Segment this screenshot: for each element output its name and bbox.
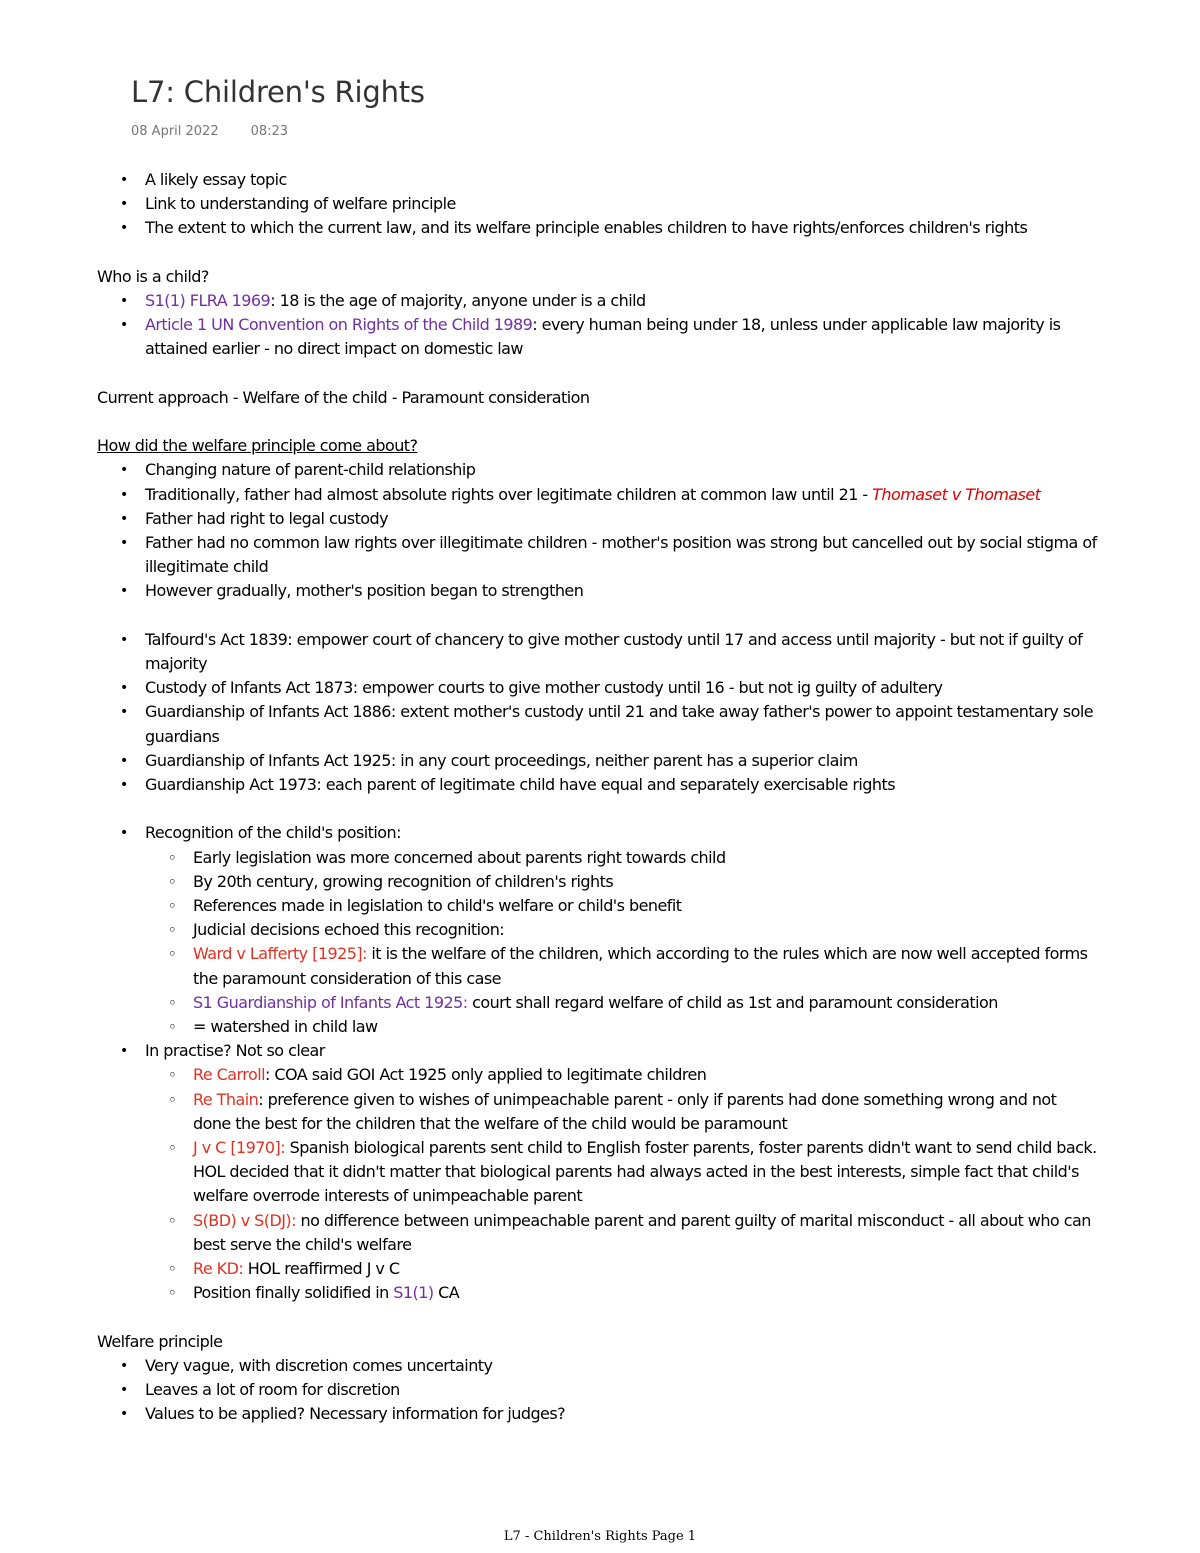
current-approach: Current approach - Welfare of the child - Paramount consideration — [97, 387, 590, 407]
list-item: ◦ S(BD) v S(DJ): no difference between unimpeachable parent and parent guilty of marital misconduct - all about who can best serve the child's welfare — [145, 1209, 1097, 1257]
list-item: ◦ Re Thain: preference given to wishes of unimpeachable parent - only if parents had done something wrong and not done the best for the children that the welfare of the child would be paramount — [145, 1088, 1097, 1136]
case-ref: S(BD) v S(DJ): — [193, 1210, 296, 1230]
list-item: • Father had no common law rights over illegitimate children - mother's position was strong but cancelled out by social stigma of illegitimate child — [97, 531, 1097, 579]
case-ref: Re KD: — [193, 1259, 244, 1279]
list-item: ◦ References made in legislation to child's welfare or child's benefit — [145, 894, 1097, 918]
note-content — [97, 168, 1097, 1426]
list-item: ◦ Judicial decisions echoed this recognition: — [145, 918, 1097, 942]
list-item: • Traditionally, father had almost absolute rights over legitimate children at common law until 21 - Thomaset v Thomaset — [97, 483, 1097, 507]
list-item: • Guardianship of Infants Act 1886: extent mother's custody until 21 and take away father's power to appoint testamentary sole guardians — [97, 700, 1097, 748]
case-ref: J v C [1970]: — [193, 1138, 286, 1158]
history-list — [97, 458, 1097, 603]
list-item: ◦ Re KD: HOL reaffirmed J v C — [145, 1257, 1097, 1281]
statute-ref: S1(1) — [393, 1283, 434, 1303]
list-item: • The extent to which the current law, and its welfare principle enables children to have rights/enforces children's rights — [97, 216, 1097, 240]
page-title: L7: Children's Rights — [131, 75, 425, 109]
statute-ref: S1(1) FLRA 1969 — [145, 291, 271, 310]
list-item: ◦ = watershed in child law — [145, 1015, 1097, 1039]
list-item: • Custody of Infants Act 1873: empower courts to give mother custody until 16 - but not ig guilty of adultery — [97, 676, 1097, 700]
welfare-list — [97, 1354, 1097, 1427]
list-item: • Talfourd's Act 1839: empower court of chancery to give mother custody until 17 and access until majority - but not if guilty of majority — [97, 628, 1097, 676]
list-item: • However gradually, mother's position began to strengthen — [97, 579, 1097, 603]
case-ref: Thomaset v Thomaset — [872, 484, 1041, 504]
list-item: • Recognition of the child's position: ◦ Early legislation was more concerned about parents right towards child ◦ By 20th century, growing recognition of children's rights ◦ References made in legislation to child's welfare or child's benefit ◦ Judicial decisions echoed this recognition: ◦ Ward v Lafferty [1925]: it is the welfare of the children, which according to the rules which are now well accepted forms the paramount consideration of this case ◦ S1 Guardianship of Infants Act 1925: court shall regard welfare of child as 1st and paramount consideration ◦ = watershed in child law — [97, 821, 1097, 1039]
list-item: • Values to be applied? Necessary information for judges? — [97, 1402, 1097, 1426]
list-item: ◦ Position finally solidified in S1(1) CA — [145, 1281, 1097, 1305]
sub-list — [145, 846, 1097, 1040]
history-heading: How did the welfare principle come about? — [97, 436, 418, 456]
who-child-heading: Who is a child? — [97, 266, 209, 286]
page-time: 08:23 — [250, 124, 289, 139]
who-child-list — [97, 289, 1097, 362]
list-item: • Guardianship of Infants Act 1925: in any court proceedings, neither parent has a superior claim — [97, 749, 1097, 773]
list-item: ◦ S1 Guardianship of Infants Act 1925: court shall regard welfare of child as 1st and paramount consideration — [145, 991, 1097, 1015]
case-ref: Ward v Lafferty [1925]: — [193, 944, 367, 964]
page-footer: L7 - Children's Rights Page 1 — [503, 1529, 697, 1544]
list-item: • Article 1 UN Convention on Rights of the Child 1989: every human being under 18, unless under applicable law majority is attained earlier - no direct impact on domestic law — [97, 313, 1097, 361]
recognition-list — [97, 821, 1097, 1305]
list-item: • Very vague, with discretion comes uncertainty — [97, 1354, 1097, 1378]
statute-ref: S1 Guardianship of Infants Act 1925: — [193, 992, 468, 1012]
sub-list — [145, 1063, 1097, 1305]
list-item: • Father had right to legal custody — [97, 507, 1097, 531]
list-item: ◦ Ward v Lafferty [1925]: it is the welfare of the children, which according to the rules which are now well accepted forms the paramount consideration of this case — [145, 942, 1097, 990]
case-ref: Re Carroll — [193, 1065, 266, 1085]
list-item: ◦ By 20th century, growing recognition of children's rights — [145, 870, 1097, 894]
list-item: • A likely essay topic — [97, 168, 1097, 192]
case-ref: Re Thain — [193, 1089, 259, 1109]
list-item: • Changing nature of parent-child relationship — [97, 458, 1097, 482]
list-item: • Leaves a lot of room for discretion — [97, 1378, 1097, 1402]
list-item: ◦ Early legislation was more concerned about parents right towards child — [145, 846, 1097, 870]
list-item: • Link to understanding of welfare principle — [97, 192, 1097, 216]
intro-list — [97, 168, 1097, 241]
list-item: ◦ Re Carroll: COA said GOI Act 1925 only applied to legitimate children — [145, 1063, 1097, 1087]
welfare-heading: Welfare principle — [97, 1331, 223, 1351]
list-item: • S1(1) FLRA 1969: 18 is the age of majority, anyone under is a child — [97, 289, 1097, 313]
page-meta — [131, 122, 288, 142]
statute-ref: Article 1 UN Convention on Rights of the Child 1989 — [145, 315, 533, 335]
acts-list — [97, 628, 1097, 797]
page-date: 08 April 2022 — [131, 124, 219, 139]
list-item: • In practise? Not so clear ◦ Re Carroll: COA said GOI Act 1925 only applied to legitimate children ◦ Re Thain: preference given to wishes of unimpeachable parent - only if parents had done something wrong and not done the best for the children that the welfare of the child would be paramount ◦ J v C [1970]: Spanish biological parents sent child to English foster parents, foster parents didn't want to send child back. HOL decided that it didn't matter that biological parents had always acted in the best interests, simple fact that child's welfare overrode interests of unimpeachable parent ◦ S(BD) v S(DJ): no difference between unimpeachable parent and parent guilty of marital misconduct - all about who can best serve the child's welfare ◦ Re KD: HOL reaffirmed J v C ◦ Position finally solidified in S1(1) CA — [97, 1039, 1097, 1305]
list-item: • Guardianship Act 1973: each parent of legitimate child have equal and separately exercisable rights — [97, 773, 1097, 797]
list-item: ◦ J v C [1970]: Spanish biological parents sent child to English foster parents, foster parents didn't want to send child back. HOL decided that it didn't matter that biological parents had always acted in the best interests, simple fact that child's welfare overrode interests of unimpeachable parent — [145, 1136, 1097, 1209]
